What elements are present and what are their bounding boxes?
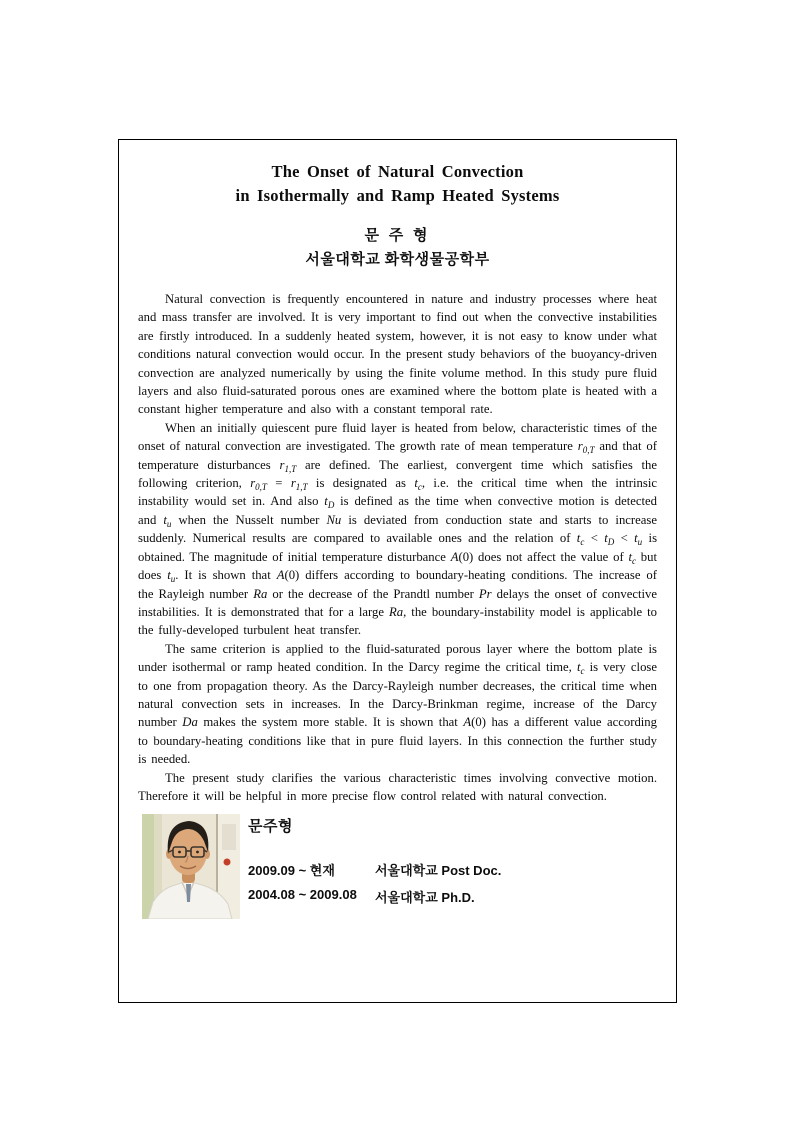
abstract-paragraph: When an initially quiescent pure fluid layer is heated from below, characteristic times of the onset of natural convection are investigated. The growth rate of mean temperature $r_{0,T}$ and that of temperature disturbances $r_{1,T}$ are defined. The earliest, convergent time which satisfies the following criterion, $r_{0,T} = r_{1,T}$ is designated as $t_c$, i.e. the critical time when the intrinsic instability would set in. And also $t_D$ is defined as the time when convective motion is detected and $t_u$ when the Nusselt number Nu is deviated from conduction state and starts to increase suddenly. Numerical results are compared to available ones and the relation of $t_c < t_D < t_u$ is obtained. The magnitude of initial temperature disturbance A(0) does not affect the value of $t_c$ but does $t_u$. It is shown that A(0) differs according to boundary-heating conditions. The increase of the Rayleigh number Ra or the decrease of the Prandtl number Pr delays the onset of convective instabilities. It is demonstrated that for a large Ra, the boundary-instability model is applicable to the fully-developed turbulent heat transfer.	[138, 420, 658, 638]
title-line-1: The Onset of Natural Convection	[271, 162, 524, 181]
bio-entry-detail: 서울대학교 Ph.D.	[375, 890, 475, 906]
bio-entry-detail: 서울대학교 Post Doc.	[375, 863, 502, 879]
bio-entry-period: 2009.09 ~ 현재	[248, 863, 335, 879]
abstract-text	[138, 290, 657, 805]
abstract-sheet	[118, 139, 677, 1003]
bio-entry	[248, 887, 501, 906]
author-bio	[142, 814, 676, 919]
bio-entry-period: 2004.08 ~ 2009.08	[248, 887, 357, 903]
bio-name: 문주형	[248, 818, 293, 836]
bio-text	[248, 814, 501, 914]
author-name: 문 주 형	[364, 228, 431, 244]
abstract-paragraph: The present study clarifies the various characteristic times involving convective motion. Therefore it will be helpful in more precise flow control related with natural convection.	[138, 770, 657, 803]
author-photo	[142, 814, 240, 919]
abstract-paragraph: Natural convection is frequently encountered in nature and industry processes where heat and mass transfer are involved. It is very important to find out when the convective instabilities are firstly introduced. In a suddenly heated system, however, it is not easy to know under what conditions natural convection would occur. In the present study behaviors of the buoyancy-driven convection are analyzed numerically by using the finite volume method. In this study pure fluid layers and also fluid-saturated porous ones are examined where the bottom plate is heated with a constant higher temperature and also with a constant temporal rate.	[138, 292, 657, 417]
bio-entry	[248, 860, 501, 879]
bio-entries	[248, 860, 501, 906]
title-line-2: in Isothermally and Ramp Heated Systems	[235, 186, 560, 205]
paper-title	[119, 160, 676, 208]
abstract-paragraph: The same criterion is applied to the fluid-saturated porous layer where the bottom plate is under isothermal or ramp heated condition. In the Darcy regime the critical time, $t_c$ is very close to one from propagation theory. As the Darcy-Rayleigh number decreases, the critical time when natural convection sets in increases. In the Darcy-Brinkman regime, increase of the Darcy number Da makes the system more stable. It is shown that A(0) has a different value according to boundary-heating conditions like that in pure fluid layers. In this connection the further study is needed.	[138, 641, 657, 767]
author-affiliation: 서울대학교 화학생물공학부	[305, 252, 490, 268]
